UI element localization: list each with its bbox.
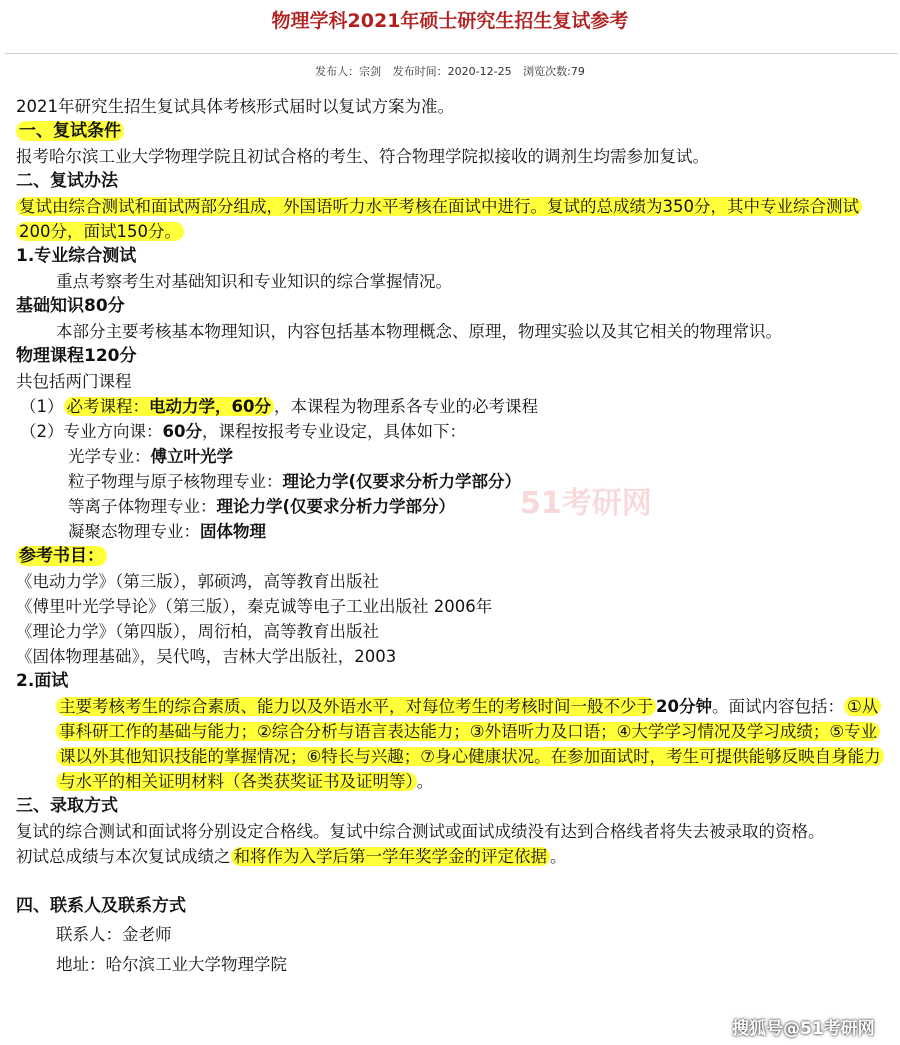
- contact-address: 地址：哈尔滨工业大学物理学院: [56, 955, 287, 974]
- contact-person: 联系人：金老师: [56, 925, 172, 944]
- reference-item: 《理论力学》（第四版），周衍柏，高等教育出版社: [16, 622, 379, 641]
- part-1-desc: 重点考察考生对基础知识和专业知识的综合掌握情况。: [56, 272, 452, 291]
- course-2: （2）专业方向课：60分，课程按报考专业设定，具体如下：: [20, 422, 466, 441]
- section-2-body: 复试由综合测试和面试两部分组成，外国语听力水平考核在面试中进行。复试的总成绩为350分，其中专业综合测试200分，面试150分。: [16, 194, 890, 244]
- page-title: 物理学科2021年硕士研究生招生复试参考: [271, 10, 629, 32]
- physics-courses-intro: 共包括两门课程: [16, 372, 132, 391]
- article-meta: [0, 63, 900, 79]
- course-1: （1） 必考课程：电动力学，60分 ，本课程为物理系各专业的必考课程: [20, 397, 538, 416]
- section-3-body-1: 复试的综合测试和面试将分别设定合格线。复试中综合测试或面试成绩没有达到合格线者将失去被录取的资格。: [16, 822, 825, 841]
- title-divider: [5, 53, 898, 54]
- physics-courses-heading: 物理课程120分: [16, 346, 137, 366]
- references-heading: 参考书目：: [16, 544, 890, 569]
- major-condensed-matter: 凝聚态物理专业：固体物理: [68, 522, 266, 541]
- intro-text: 2021年研究生招生复试具体考核形式届时以复试方案为准。: [16, 97, 454, 116]
- source-brand: 搜狐号@51考研网: [732, 1019, 875, 1039]
- basic-knowledge-heading: 基础知识80分: [16, 296, 125, 316]
- reference-item: 《傅里叶光学导论》（第三版），秦克诚等电子工业出版社 2006年: [16, 597, 493, 616]
- interview-desc: 主要考核考生的综合素质、能力以及外语水平，对每位考生的考核时间一般不少于 20分钟。面试内容包括： ①从事科研工作的基础与能力；②综合分析与语言表达能力；③外语听力及口语；④大学学习情况及学习成绩；⑤专业课以外其他知识技能的掌握情况；⑥特长与兴趣；⑦身心健康状况。在参加面试时，考生可提供能够反映自身能力与水平的相关证明材料（各类获奖证书及证明等） 。: [16, 694, 890, 794]
- view-count: 浏览次数:79: [523, 65, 585, 78]
- spacer: [16, 869, 890, 894]
- publisher: 发布人：宗剑: [315, 65, 382, 78]
- major-optics: 光学专业：傅立叶光学: [68, 447, 233, 466]
- part-2-heading: 2.面试: [16, 671, 69, 691]
- part-1-heading: 1.专业综合测试: [16, 246, 137, 266]
- basic-knowledge-desc: 本部分主要考核基本物理知识，内容包括基本物理概念、原理，物理实验以及其它相关的物理常识。: [56, 322, 782, 341]
- section-1-heading: 一、复试条件: [16, 119, 890, 144]
- section-3-heading: 三、录取方式: [16, 796, 118, 816]
- section-1-body: 报考哈尔滨工业大学物理学院且初试合格的考生、符合物理学院拟接收的调剂生均需参加复试。: [16, 147, 709, 166]
- section-2-heading: 二、复试办法: [16, 171, 118, 191]
- reference-item: 《固体物理基础》，吴代鸣，吉林大学出版社，2003: [16, 647, 397, 666]
- section-3-body-2: 初试总成绩与本次复试成绩之 和将作为入学后第一学年奖学金的评定依据 。: [16, 847, 567, 866]
- article-body: [16, 94, 890, 979]
- major-plasma-physics: 等离子体物理专业：理论力学(仅要求分析力学部分）: [68, 497, 456, 516]
- watermark: 51考研网: [520, 486, 652, 521]
- major-particle-physics: 粒子物理与原子核物理专业：理论力学(仅要求分析力学部分）: [68, 472, 522, 491]
- reference-item: 《电动力学》（第三版），郭硕鸿，高等教育出版社: [16, 572, 379, 591]
- section-4-heading: 四、联系人及联系方式: [16, 896, 186, 916]
- publish-time: 发布时间：2020-12-25: [392, 65, 512, 78]
